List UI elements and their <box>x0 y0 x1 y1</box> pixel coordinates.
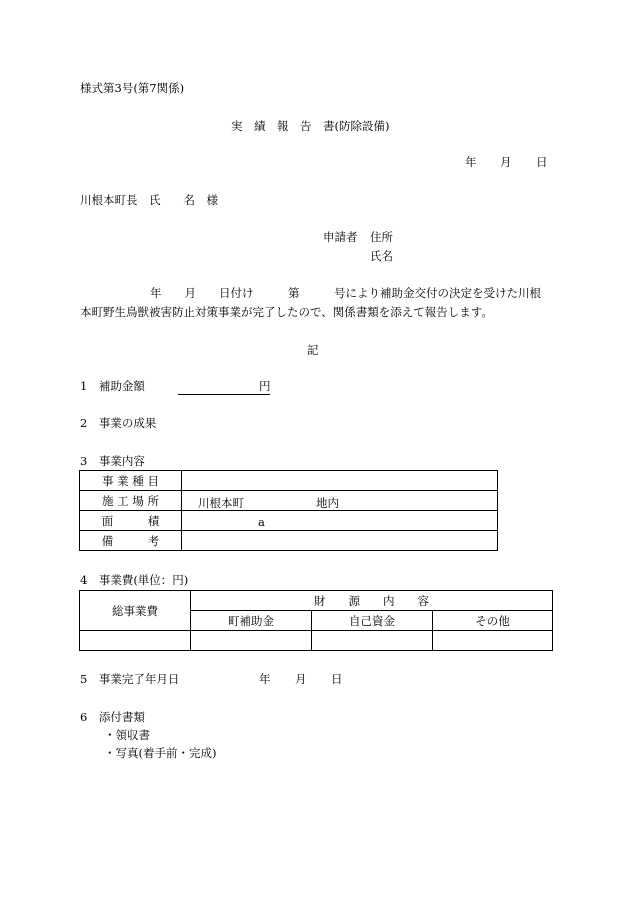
row-value <box>182 491 498 511</box>
area-unit: a <box>258 515 265 529</box>
total-cost-header: 総事業費 <box>80 591 191 631</box>
row-value <box>182 471 498 491</box>
row-key: 事 業 種 目 <box>80 471 182 491</box>
applicant-label: 申請者 <box>323 230 358 244</box>
cell-total <box>80 631 191 651</box>
location-town: 川根本町 <box>198 496 244 510</box>
row-key: 備 考 <box>80 531 182 551</box>
funding-source-header: 財 源 内 容 <box>191 591 553 611</box>
table-row <box>80 631 553 651</box>
item5-label: 5 事業完了年月日 <box>80 672 180 686</box>
date-month-label: 月 <box>500 155 512 169</box>
cell-other <box>433 631 553 651</box>
completion-month-label: 月 <box>295 672 307 686</box>
applicant-name-label: 氏名 <box>370 249 393 263</box>
table-row <box>80 591 553 611</box>
addressee: 川根本町長 氏 名 様 <box>80 193 218 207</box>
sub-header-other: その他 <box>433 611 553 631</box>
table-row <box>80 491 498 511</box>
row-key: 施 工 場 所 <box>80 491 182 511</box>
body-text-line1: 年 月 日付け 第 号により補助金交付の決定を受けた川根 <box>150 286 541 300</box>
yen-unit: 円 <box>259 379 271 393</box>
cell-town-subsidy <box>191 631 312 651</box>
applicant-address-label: 住所 <box>370 230 393 244</box>
project-cost-table <box>79 590 553 651</box>
date-day-label: 日 <box>536 155 548 169</box>
form-number: 様式第3号(第7関係) <box>80 81 185 95</box>
completion-day-label: 日 <box>331 672 343 686</box>
project-content-table <box>79 470 498 551</box>
date-year-label: 年 <box>465 155 477 169</box>
item4-label: 4 事業費(単位：円) <box>80 573 189 587</box>
item6-label: 6 添付書類 <box>80 710 145 724</box>
subsidy-amount-blank <box>178 381 270 395</box>
item1-label: 1 補助金額 <box>80 379 145 393</box>
document-title: 実 績 報 告 書(防除設備) <box>231 119 390 133</box>
table-row <box>80 531 498 551</box>
attachment-photos: ・写真(着手前・完成) <box>104 746 217 760</box>
attachment-receipt: ・領収書 <box>104 728 150 742</box>
row-value <box>182 531 498 551</box>
body-text-line2: 本町野生鳥獣被害防止対策事業が完了したので、関係書類を添えて報告します。 <box>80 305 493 319</box>
item2-label: 2 事業の成果 <box>80 416 157 430</box>
cell-own-funds <box>312 631 433 651</box>
completion-year-label: 年 <box>259 672 271 686</box>
subsidy-amount-field <box>178 381 270 398</box>
row-value <box>182 511 498 531</box>
sub-header-own-funds: 自己資金 <box>312 611 433 631</box>
table-row <box>80 511 498 531</box>
row-key: 面 積 <box>80 511 182 531</box>
location-suffix: 地内 <box>316 496 339 510</box>
item3-label: 3 事業内容 <box>80 454 145 468</box>
ki-heading: 記 <box>307 343 319 357</box>
sub-header-town-subsidy: 町補助金 <box>191 611 312 631</box>
table-row <box>80 471 498 491</box>
